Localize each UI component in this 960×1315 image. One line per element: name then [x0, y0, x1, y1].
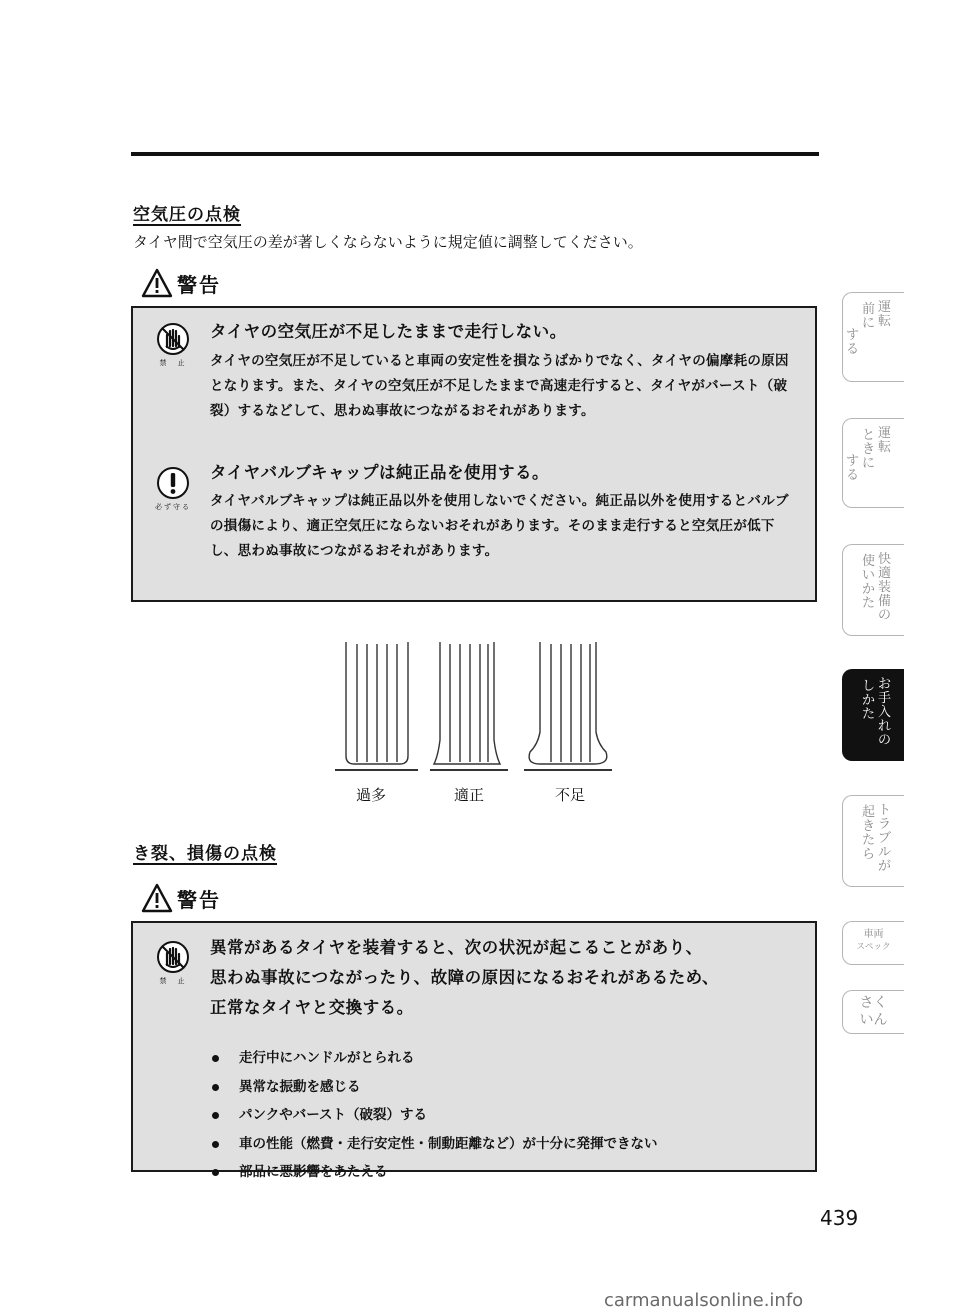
- tab-text: する: [845, 328, 859, 357]
- warning-title: タイヤバルブキャップは純正品を使用する。: [210, 463, 550, 482]
- top-rule: [131, 152, 819, 156]
- warning-label: 警告: [177, 887, 221, 912]
- watermark: carmanualsonline.info: [604, 1290, 804, 1311]
- warning-triangle-icon: [141, 883, 173, 913]
- prohibition-marker: [155, 322, 191, 368]
- warning-title-line: 異常があるタイヤを装着すると、次の状況が起こることがあり、: [210, 938, 703, 957]
- page-number: 439: [820, 1206, 859, 1230]
- list-item: 走行中にハンドルがとられる: [210, 1044, 801, 1073]
- warning-box-air-pressure: [131, 306, 817, 602]
- section-title-crack-damage: き裂、損傷の点検: [133, 844, 277, 864]
- tab-text: 快適装備の: [877, 552, 891, 623]
- tab-text: 使いかた: [861, 554, 875, 611]
- icon-caption: 必ず守る: [155, 503, 191, 511]
- list-item: 車の性能（燃費・走行安定性・制動距離など）が十分に発揮できない: [210, 1130, 801, 1159]
- warning-box-crack-damage: [131, 921, 817, 1180]
- tab-while-driving[interactable]: [842, 418, 904, 508]
- tab-troubleshooting[interactable]: [842, 795, 904, 887]
- icon-caption: 禁 止: [159, 359, 187, 367]
- intro-text: タイヤ間で空気圧の差が著しくならないように規定値に調整してください。: [133, 233, 643, 251]
- tab-index[interactable]: [842, 990, 904, 1034]
- exclamation-circle-icon: [156, 466, 190, 500]
- tab-text: 運転: [877, 300, 891, 329]
- tab-vehicle-specs[interactable]: [842, 921, 904, 965]
- list-item: パンクやバースト（破裂）する: [210, 1101, 801, 1130]
- warning-title: [210, 933, 801, 1023]
- prohibition-hand-icon: [156, 940, 190, 974]
- symptom-list: [210, 1044, 801, 1187]
- warning-title-line: 正常なタイヤと交換する。: [210, 998, 414, 1017]
- tab-text: スペック: [856, 942, 891, 952]
- warning-title-line: 思わぬ事故につながったり、故障の原因になるおそれがあるため、: [210, 968, 720, 987]
- warning-heading: [141, 883, 221, 913]
- warning-triangle-icon: [141, 268, 173, 298]
- warning-label: 警告: [177, 272, 221, 297]
- icon-caption: 禁 止: [159, 977, 187, 985]
- tab-text: ときに: [861, 428, 875, 471]
- list-item: 部品に悪影響をあたえる: [210, 1158, 801, 1187]
- list-item: 異常な振動を感じる: [210, 1073, 801, 1102]
- prohibition-marker: [155, 940, 191, 986]
- tab-text: さく: [859, 995, 888, 1011]
- section-title-air-pressure: 空気圧の点検: [133, 205, 241, 225]
- tab-text: トラブルが: [877, 803, 891, 874]
- prohibition-hand-icon: [156, 322, 190, 356]
- warning-title: タイヤの空気圧が不足したままで走行しない。: [210, 322, 567, 341]
- tab-maintenance[interactable]: [842, 669, 904, 761]
- warning-body: タイヤバルブキャップは純正品以外を使用しないでください。純正品以外を使用するとバルブの損傷により、適正空気圧にならないおそれがあります。そのまま走行すると空気圧が低下し、思わぬ事故につながるおそれがあります。: [210, 493, 789, 559]
- warning-heading: [141, 268, 221, 298]
- tab-text: いん: [859, 1012, 888, 1028]
- tab-text: しかた: [861, 679, 875, 722]
- label-over-inflated: 過多: [356, 786, 387, 804]
- label-proper: 適正: [454, 786, 485, 804]
- tab-text: 起きたら: [861, 805, 875, 862]
- tab-text: 車両: [863, 929, 884, 940]
- warning-body: タイヤの空気圧が不足していると車両の安定性を損なうばかりでなく、タイヤの偏摩耗の原因となります。また、タイヤの空気圧が不足したままで高速走行すると、タイヤがバースト（破裂）するなどして、思わぬ事故につながるおそれがあります。: [210, 353, 789, 419]
- tab-comfort-equipment[interactable]: [842, 544, 904, 636]
- tab-text: 前に: [861, 302, 875, 331]
- label-under-inflated: 不足: [555, 786, 586, 804]
- mandatory-marker: [155, 466, 191, 512]
- tab-before-driving[interactable]: [842, 292, 904, 382]
- tab-text: 運転: [877, 426, 891, 455]
- tab-text: する: [845, 454, 859, 483]
- tab-text: お手入れの: [877, 677, 891, 748]
